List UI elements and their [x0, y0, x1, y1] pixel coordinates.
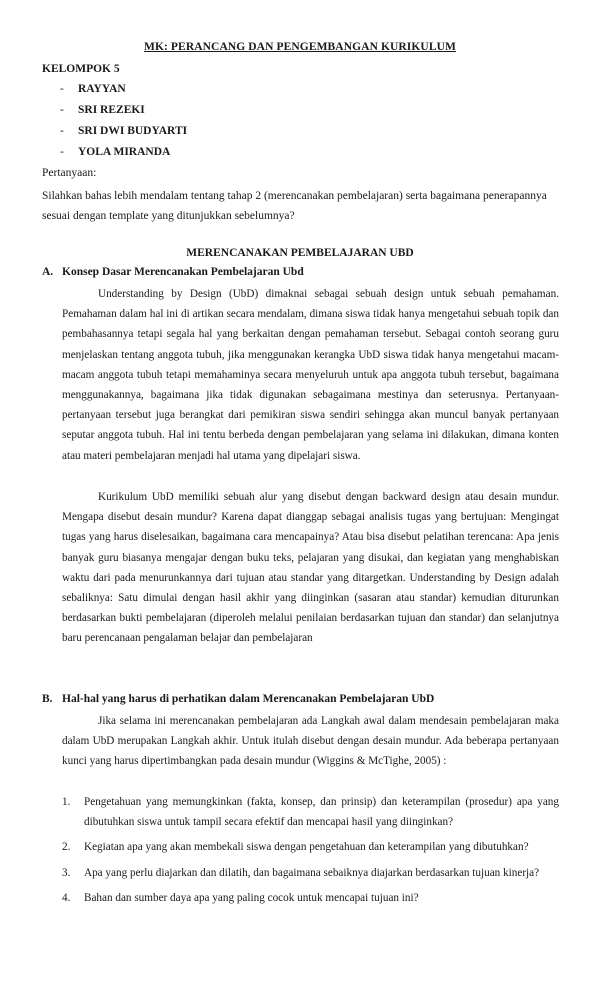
member-item: [60, 146, 187, 167]
list-item: [62, 792, 559, 832]
list-bullet: -: [60, 83, 64, 95]
section-title: Konsep Dasar Merencanakan Pembelajaran Ubd: [62, 266, 304, 278]
list-number: 2.: [62, 841, 71, 854]
course-title: MK: PERANCANG DAN PENGEMBANGAN KURIKULUM: [144, 41, 456, 53]
list-item: [62, 863, 559, 883]
list-item-text: Bahan dan sumber daya apa yang paling cocok untuk mencapai tujuan ini?: [84, 891, 419, 904]
key-questions-list: [62, 792, 559, 913]
list-number: 3.: [62, 866, 71, 879]
member-list: [60, 83, 187, 167]
list-number: 1.: [62, 796, 71, 808]
list-item: [62, 837, 559, 857]
member-name: SRI REZEKI: [78, 104, 145, 116]
paragraph-text: Jika selama ini merencanakan pembelajaran ada Langkah awal dalam mendesain pembelajaran maka dalam UbD merupakan Langkah akhir. Untuk itulah disebut dengan desain mundur. Ada beberapa pertanyaan kunci yang harus dipertimbangkan pada desain mundur (Wiggins & McTighe, 2005) :: [62, 715, 559, 768]
section-b-heading: [42, 693, 434, 705]
member-item: [60, 125, 187, 146]
section-b-paragraph-1: [62, 711, 559, 772]
member-name: YOLA MIRANDA: [78, 146, 171, 158]
member-item: [60, 104, 187, 125]
list-item: [62, 888, 559, 908]
section-title: Hal-hal yang harus di perhatikan dalam Merencanakan Pembelajaran UbD: [62, 693, 435, 705]
section-a-heading: [42, 266, 304, 278]
member-item: [60, 83, 187, 104]
member-name: SRI DWI BUDYARTI: [78, 125, 188, 137]
section-a-paragraph-2: [62, 487, 559, 649]
list-bullet: -: [60, 104, 64, 116]
list-bullet: -: [60, 125, 64, 137]
list-item-text: Pengetahuan yang memungkinkan (fakta, konsep, dan prinsip) dan keterampilan (prosedur) apa yang dibutuhkan siswa untuk tampil secara efektif dan mencapai hasil yang diinginkan?: [84, 796, 559, 829]
group-label: KELOMPOK 5: [42, 63, 120, 75]
paragraph-text: Kurikulum UbD memiliki sebuah alur yang disebut dengan backward design atau desain mundur. Mengapa disebut desain mundur? Karena dapat dianggap sebagai analisis tugas yang bertujuan: Mengingat tugas yang harus diselesaikan, bagaimana cara mencapainya? Atau bisa disebut pelatihan terencana: Apa jenis banyak guru biasanya mengajar dengan buku teks, pelajaran yang disukai, dan kegiatan yang menghabiskan waktu dari pada menurunkannya dari tujuan atau standar yang ditargetkan. Understanding by Design adalah sebaliknya: Satu dimulai dengan hasil akhir yang diinginkan (sasaran atau standar) kemudian diturunkan berdasarkan bukti pembelajaran (diperoleh melalui penilaian berdasarkan tujuan dan standar) dan selanjutnya baru perencanaan pengalaman belajar dan pembelajaran: [62, 491, 559, 645]
question-label: Pertanyaan:: [42, 167, 97, 179]
main-heading: MERENCANAKAN PEMBELAJARAN UBD: [186, 247, 414, 259]
member-name: RAYYAN: [78, 83, 126, 95]
list-bullet: -: [60, 146, 64, 158]
section-letter: B.: [42, 693, 53, 705]
list-item-text: Apa yang perlu diajarkan dan dilatih, dan bagaimana sebaiknya diajarkan berdasarkan tujuan kinerja?: [84, 866, 540, 879]
question-text: Silahkan bahas lebih mendalam tentang tahap 2 (merencanakan pembelajaran) serta bagaimana penerapannya sesuai dengan template yang ditunjukkan sebelumnya?: [42, 190, 547, 222]
section-letter: A.: [42, 266, 54, 278]
section-a-paragraph-1: [62, 284, 559, 466]
paragraph-text: Understanding by Design (UbD) dimaknai sebagai sebuah design untuk sebuah pemahaman. Pemahaman dalam hal ini di artikan secara mendalam, dimana siswa tidak hanya mengetahui sebuah topik dan pembahasannya tetapi segala hal yang berkaitan dengan pemahaman tersebut. Sebagai contoh seorang guru menjelaskan tentang anggota tubuh, jika menggunakan kerangka UbD siswa tidak hanya mengetahui macam-macam anggota tubuh tetapi memahaminya secara menyeluruh untuk apa anggota tubuh tersebut, bagaimana menggunakannya, bagaimana jika tidak digunakan sebagaimana mestinya dan seterusnya. Pertanyaan-pertanyaan tersebut juga berangkat dari pemikiran siswa sendiri sehingga akan muncul banyak pertanyaan seputar anggota tubuh. Hal ini tentu berbeda dengan pembelajaran yang selama ini dilakukan, dimana konten atau materi pembelajaran menjadi hal utama yang dipelajari siswa.: [62, 288, 559, 462]
list-number: 4.: [62, 891, 71, 904]
list-item-text: Kegiatan apa yang akan membekali siswa dengan pengetahuan dan keterampilan yang dibutuhkan?: [84, 841, 529, 854]
